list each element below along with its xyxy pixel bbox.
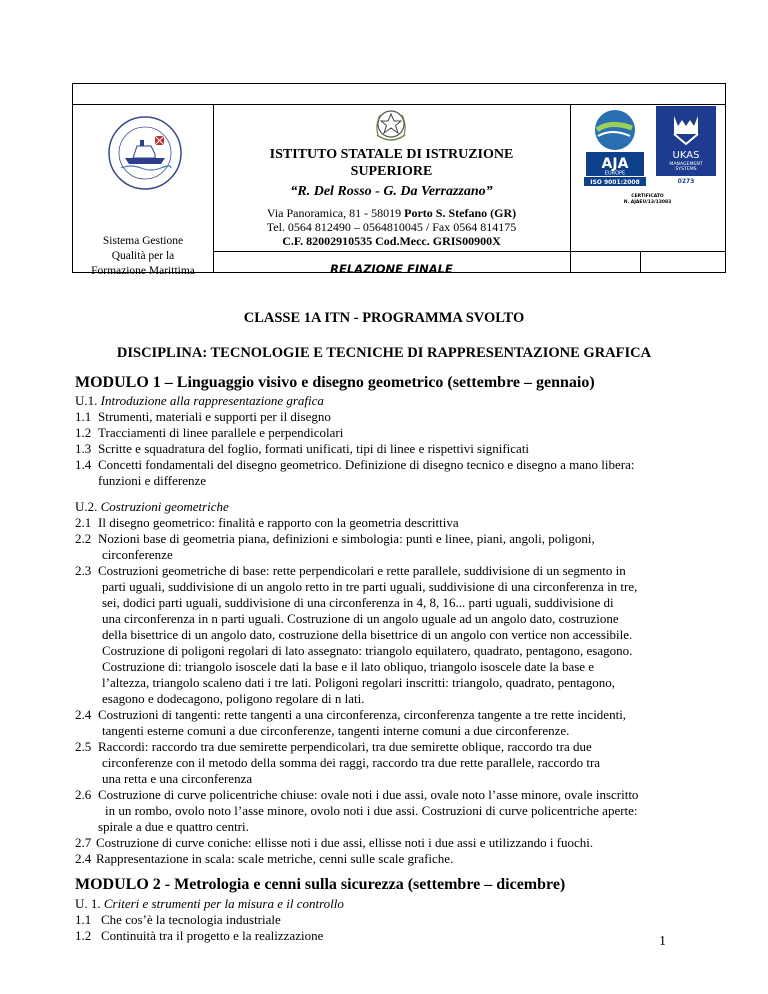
unit-heading xyxy=(75,896,344,912)
list-item xyxy=(75,787,638,803)
institute-title xyxy=(213,146,570,180)
list-item-continuation: sei, dodici parti uguali, suddivisione di una circonferenza in 4, 8, 16... parti uguali, suddivisione di xyxy=(102,595,614,610)
item-text: Costruzioni di tangenti: rette tangenti a una circonferenza, circonferenza tangente a tre rette incidenti, xyxy=(98,707,627,722)
list-item-continuation: tangenti esterne comuni a due circonferenze, tangenti interne comuni a due circonferenze. xyxy=(102,723,570,738)
item-text: Che cos’è la tecnologia industriale xyxy=(101,912,281,927)
item-text: Scritte e squadratura del foglio, formati unificati, tipi di linee e rispettivi significati xyxy=(98,441,530,456)
ukas-certification-logo xyxy=(656,106,716,186)
list-item xyxy=(75,515,459,531)
unit-heading xyxy=(75,499,229,515)
header-top-bar xyxy=(73,84,725,105)
item-number: 2.6 xyxy=(75,787,92,802)
item-text: Nozioni base di geometria piana, definizioni e simbologia: punti e linee, piani, angoli, poligoni, xyxy=(98,531,595,546)
list-item-continuation: funzioni e differenze xyxy=(98,473,207,488)
item-number: 2.4 xyxy=(75,707,92,722)
institute-name: “R. Del Rosso - G. Da Verrazzano” xyxy=(290,184,493,199)
list-item xyxy=(75,707,626,723)
list-item xyxy=(75,563,626,579)
unit-label: U.2. xyxy=(75,499,98,514)
list-item-continuation: esagono e dodecagono, poligono regolare di n lati. xyxy=(102,691,365,706)
cert-line-1: CERTIFICATO xyxy=(631,194,664,199)
unit-title: Introduzione alla rappresentazione grafica xyxy=(100,393,324,408)
list-item-continuation: Costruzione di poligoni regolari di lato assegnato: triangolo equilatero, quadrato, pentagono, esagono. xyxy=(102,643,633,658)
item-text: Concetti fondamentali del disegno geometrico. Definizione di disegno tecnico e disegno a mano libera: xyxy=(98,457,635,472)
module-2-title: MODULO 2 - Metrologia e cenni sulla sicurezza (settembre – dicembre) xyxy=(75,876,566,893)
item-number: 2.1 xyxy=(75,515,92,530)
header-right-split xyxy=(640,251,641,272)
certificate-number xyxy=(570,194,725,206)
list-item-continuation: circonferenze con il metodo della somma dei raggi, raccordo tra due rette parallele, raccordo tra xyxy=(102,755,601,770)
maritime-quality-seal-logo xyxy=(107,114,183,192)
unit-label: U. 1. xyxy=(75,896,101,911)
list-item xyxy=(75,425,343,441)
report-title: RELAZIONE FINALE xyxy=(330,262,453,276)
address-line-1 xyxy=(213,206,570,220)
list-item xyxy=(75,835,593,851)
address-line-3: C.F. 82002910535 Cod.Mecc. GRIS00900X xyxy=(282,234,501,248)
list-item-continuation: l’altezza, triangolo scaleno dati i tre lati. Poligoni regolari inscritti: triangolo, quadrato, pentagono, xyxy=(102,675,615,690)
header-right-cell xyxy=(570,104,725,272)
institute-title-line2: SUPERIORE xyxy=(350,164,433,179)
item-text: Il disegno geometrico: finalità e rapporto con la geometria descrittiva xyxy=(98,515,459,530)
list-item-continuation: una circonferenza in n parti uguali. Costruzione di un angolo uguale ad un angolo dato, costruzione xyxy=(102,611,619,626)
iso-text: ISO 9001:2008 xyxy=(590,179,640,186)
cert-line-2: N. AJAEU/13/13083 xyxy=(623,200,672,205)
quality-system-caption xyxy=(73,234,213,279)
institute-title-line1: ISTITUTO STATALE DI ISTRUZIONE xyxy=(269,147,514,162)
class-title: CLASSE 1A ITN - PROGRAMMA SVOLTO xyxy=(243,310,525,326)
item-text: Costruzione di curve coniche: ellisse noti i due assi, ellisse noti i due assi e utilizzando i fuochi. xyxy=(96,835,594,850)
list-item xyxy=(75,851,453,867)
aja-sub: EUROPE xyxy=(604,170,626,177)
item-text: Costruzioni geometriche di base: rette perpendicolari e rette parallele, suddivisione di un segmento in xyxy=(98,563,626,578)
list-item xyxy=(75,912,281,928)
header-center-cell xyxy=(213,104,571,276)
address-city: Porto S. Stefano (GR) xyxy=(404,206,517,220)
aja-certification-logo xyxy=(580,106,650,186)
item-number: 2.5 xyxy=(75,739,92,754)
item-text: Continuità tra il progetto e la realizzazione xyxy=(101,928,324,943)
item-number: 2.4 xyxy=(75,851,92,866)
unit-heading xyxy=(75,393,324,409)
item-number: 1.3 xyxy=(75,441,92,456)
discipline-title: DISCIPLINA: TECNOLOGIE E TECNICHE DI RAPPRESENTAZIONE GRAFICA xyxy=(116,345,652,361)
report-title-row xyxy=(213,251,570,276)
page-number: 1 xyxy=(659,934,666,949)
ukas-sub1: MANAGEMENT xyxy=(669,162,703,167)
list-item xyxy=(75,409,331,425)
item-text: Tracciamenti di linee parallele e perpendicolari xyxy=(98,425,344,440)
list-item xyxy=(75,531,595,547)
address-street: Via Panoramica, 81 - 58019 xyxy=(266,206,405,220)
item-number: 1.1 xyxy=(75,912,92,927)
unit-label: U.1. xyxy=(75,393,98,408)
header-left-cell xyxy=(73,104,214,277)
italian-republic-emblem xyxy=(371,105,411,145)
aja-text: AJA xyxy=(601,156,629,172)
caption-line: Qualità per la xyxy=(111,250,175,262)
list-item-continuation: della bisettrice di un angolo dato, costruzione della bisettrice di un angolo con vertice non accessibile. xyxy=(102,627,633,642)
item-text: Strumenti, materiali e supporti per il disegno xyxy=(98,409,331,424)
item-number: 1.4 xyxy=(75,457,92,472)
list-item-continuation: circonferenze xyxy=(102,547,173,562)
module-1-title: MODULO 1 – Linguaggio visivo e disegno geometrico (settembre – gennaio) xyxy=(75,374,595,391)
item-number: 1.1 xyxy=(75,409,92,424)
ukas-number: 0273 xyxy=(677,178,695,185)
item-text: Raccordi: raccordo tra due semirette perpendicolari, tra due semirette oblique, raccordo tra due xyxy=(98,739,592,754)
list-item xyxy=(75,441,529,457)
ukas-text: UKAS xyxy=(672,150,700,161)
list-item-continuation: Costruzione di: triangolo isoscele dati la base e il lato obliquo, triangolo isoscele date la base e xyxy=(102,659,595,674)
item-number: 2.2 xyxy=(75,531,92,546)
list-item xyxy=(75,928,323,944)
item-text: Rappresentazione in scala: scale metriche, cenni sulle scale grafiche. xyxy=(96,851,454,866)
address-line-2: Tel. 0564 812490 – 0564810045 / Fax 0564 814175 xyxy=(266,220,517,234)
institute-address xyxy=(213,206,570,248)
unit-title: Criteri e strumenti per la misura e il controllo xyxy=(103,896,344,911)
header-right-divider xyxy=(570,251,725,252)
item-text: Costruzione di curve policentriche chiuse: ovale noti i due assi, ovale noto l’asse minore, ovale inscritto xyxy=(98,787,639,802)
list-item-continuation: una retta e una circonferenza xyxy=(102,771,253,786)
caption-line: Formazione Marittima xyxy=(91,265,195,277)
caption-line: Sistema Gestione xyxy=(102,235,184,247)
letterhead-table xyxy=(72,83,726,277)
list-item-continuation: in un rombo, ovolo noto l’asse minore, ovolo noti i due assi. Costruzioni di curve policentriche aperte: xyxy=(105,803,638,818)
list-item-continuation: parti uguali, suddivisione di un angolo retto in tre parti uguali, suddivisione di una circonferenza in tre, xyxy=(102,579,638,594)
item-number: 1.2 xyxy=(75,425,92,440)
item-number: 2.7 xyxy=(75,835,92,850)
unit-title: Costruzioni geometriche xyxy=(100,499,229,514)
list-item xyxy=(75,457,634,473)
list-item xyxy=(75,739,592,755)
item-number: 1.2 xyxy=(75,928,92,943)
item-number: 2.3 xyxy=(75,563,92,578)
list-item-continuation: spirale a due e quattro centri. xyxy=(98,819,249,834)
ukas-sub2: SYSTEMS xyxy=(675,167,697,172)
